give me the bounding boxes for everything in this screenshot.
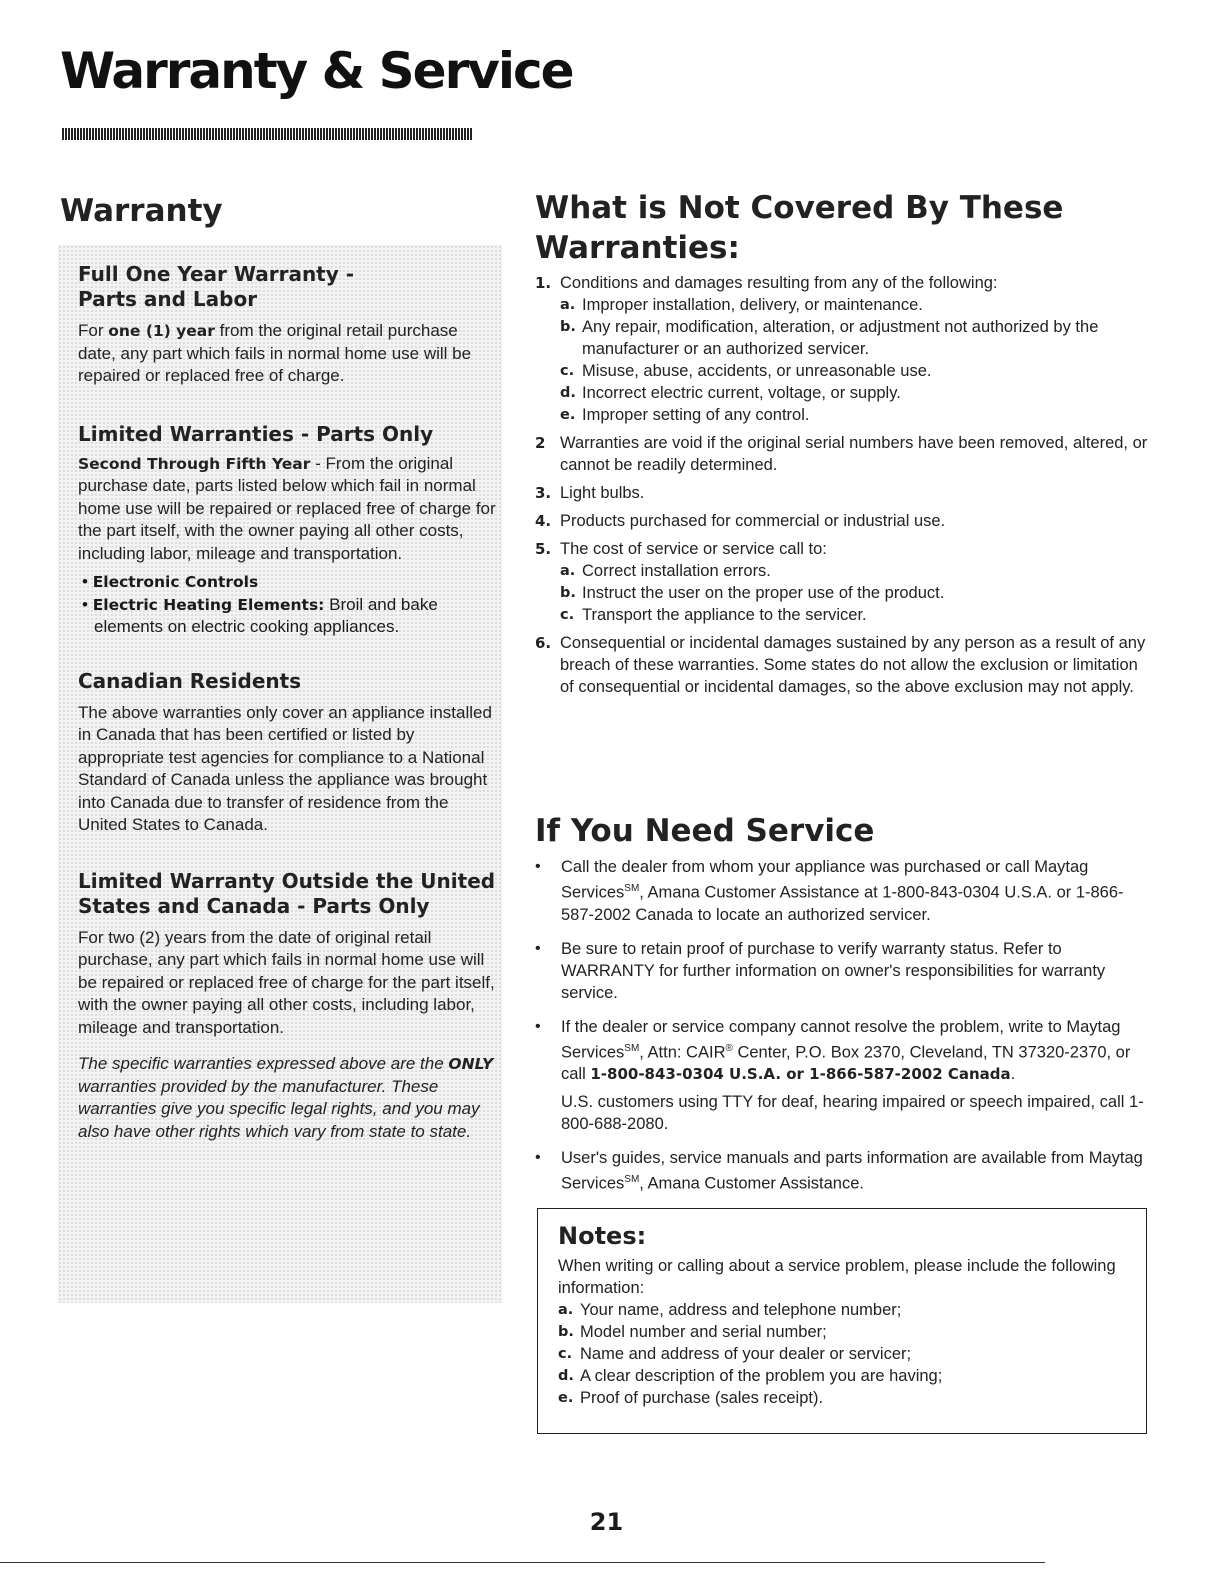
- note-text: Proof of purchase (sales receipt).: [580, 1389, 824, 1407]
- list-item: [558, 1365, 1130, 1387]
- list-item: • If the dealer or service company cannot resolve the problem, write to Maytag Services℠, Attn: CAIR® Center, P.O. Box 2370, Cleveland, TN 37320-2370, or call 1-800-843-0304 U.S.A. or 1-866-587-2002 Canada.: [535, 1017, 1131, 1083]
- note-letter: e.: [558, 1390, 574, 1406]
- item-text: Products purchased for commercial or industrial use.: [560, 512, 946, 530]
- list-item: [535, 272, 1150, 426]
- sub-text: Any repair, modification, alteration, or adjustment not authorized by the manufacturer or an authorized servicer.: [582, 318, 1099, 358]
- sub-letter: c.: [560, 607, 575, 623]
- sub-letter: c.: [560, 363, 575, 379]
- sub-text: Transport the appliance to the servicer.: [582, 606, 867, 624]
- sub-item: [560, 560, 1150, 582]
- limited-text: Second Through Fifth Year - From the original purchase date, parts listed below which fail in normal home use will be repaired or replaced free of charge for the part itself, with the owner paying all other costs, including labor, mileage and transportation.: [78, 453, 496, 563]
- sub-letter: b.: [560, 585, 576, 601]
- sub-text: Improper setting of any control.: [582, 406, 810, 424]
- note-letter: a.: [558, 1302, 574, 1318]
- item-number: 2: [535, 434, 546, 452]
- full-year-title: Full One Year Warranty - Parts and Labor: [78, 262, 355, 311]
- note-letter: c.: [558, 1346, 573, 1362]
- bullet-icon: •: [535, 1149, 541, 1166]
- sub-letter: a.: [560, 563, 576, 579]
- list-item: [535, 482, 1150, 504]
- list-item: [535, 510, 1150, 532]
- not-covered-section: [535, 188, 1150, 704]
- list-item: [535, 538, 1150, 626]
- page-number: 21: [589, 1508, 624, 1536]
- note-text: Model number and serial number;: [580, 1323, 827, 1341]
- sub-letter: e.: [560, 407, 576, 423]
- sub-item: [560, 316, 1150, 360]
- list-item: [535, 432, 1150, 476]
- outside-title: Limited Warranty Outside the United States and Canada - Parts Only: [78, 868, 496, 918]
- sub-item: [560, 360, 1150, 382]
- item-number: 5.: [535, 540, 552, 558]
- list-item: • User's guides, service manuals and parts information are available from Maytag Services℠, Amana Customer Assistance.: [535, 1149, 1143, 1193]
- bottom-rule: [0, 1562, 1045, 1563]
- notes-intro: When writing or calling about a service problem, please include the following information:: [558, 1257, 1116, 1297]
- note-letter: d.: [558, 1368, 574, 1384]
- warranty-heading: Warranty: [60, 193, 223, 229]
- item-number: 6.: [535, 634, 552, 652]
- bullet-icon: •: [535, 858, 541, 875]
- sub-text: Incorrect electric current, voltage, or supply.: [582, 384, 901, 402]
- warranty-content: [78, 262, 498, 1143]
- sub-item: [560, 582, 1150, 604]
- sub-letter: a.: [560, 297, 576, 313]
- list-item: [535, 632, 1150, 698]
- note-text: Your name, address and telephone number;: [580, 1301, 902, 1319]
- limited-title: Limited Warranties - Parts Only: [78, 421, 434, 446]
- item-text: Conditions and damages resulting from any of the following:: [560, 274, 998, 292]
- tty-note: U.S. customers using TTY for deaf, hearing impaired or speech impaired, call 1-800-688-2080.: [561, 1093, 1144, 1133]
- sub-item: [560, 382, 1150, 404]
- bullet-icon: •: [535, 939, 541, 957]
- list-item: [558, 1343, 1130, 1365]
- notes-list: [558, 1299, 1130, 1409]
- list-item: [558, 1387, 1130, 1409]
- canadian-text: The above warranties only cover an appliance installed in Canada that has been certified or listed by appropriate test agencies for compliance to a National Standard of Canada unless the appliance was brought into Canada due to transfer of residence from the United States to Canada.: [78, 702, 492, 834]
- page-title: Warranty & Service: [60, 42, 573, 100]
- sub-item: [560, 604, 1150, 626]
- canadian-title: Canadian Residents: [78, 668, 302, 693]
- note-text: Name and address of your dealer or servicer;: [580, 1345, 912, 1363]
- note-text: A clear description of the problem you are having;: [580, 1367, 943, 1385]
- sub-letter: b.: [560, 319, 576, 335]
- list-item: • Be sure to retain proof of purchase to verify warranty status. Refer to WARRANTY for further information on owner's responsibilities for warranty service.: [535, 939, 1106, 1002]
- sub-item: [560, 294, 1150, 316]
- item-number: 4.: [535, 512, 552, 530]
- list-item: [558, 1321, 1130, 1343]
- not-covered-heading: What is Not Covered By These Warranties:: [535, 190, 1064, 266]
- item-text: Light bulbs.: [560, 484, 645, 502]
- not-covered-list: [535, 272, 1150, 698]
- item-text: Consequential or incidental damages sustained by any person as a result of any breach of these warranties. Some states do not allow the exclusion or limitation of consequential or incidental damages, so the above exclusion may not apply.: [560, 634, 1146, 696]
- sub-text: Correct installation errors.: [582, 562, 771, 580]
- item-number: 3.: [535, 484, 552, 502]
- service-section: [535, 812, 1150, 1207]
- note-letter: b.: [558, 1324, 574, 1340]
- sub-item: [560, 404, 1150, 426]
- item-number: 1.: [535, 274, 552, 292]
- outside-text: For two (2) years from the date of original retail purchase, any part which fails in normal home use will be repaired or replaced free of charge for the part itself, with the owner paying all other costs, including labor, mileage and transportation.: [78, 927, 495, 1037]
- title-rule: [62, 128, 472, 140]
- item-text: Warranties are void if the original serial numbers have been removed, altered, or cannot be readily determined.: [560, 434, 1148, 474]
- service-heading: If You Need Service: [535, 813, 875, 849]
- bullet-icon: •: [535, 1017, 541, 1035]
- sub-text: Instruct the user on the proper use of the product.: [582, 584, 945, 602]
- list-item: [558, 1299, 1130, 1321]
- list-item: • Call the dealer from whom your appliance was purchased or call Maytag Services℠, Amana Customer Assistance at 1-800-843-0304 U.S.A. or 1-866-587-2002 Canada to locate an authorized servicer.: [535, 858, 1124, 924]
- limited-bullet-2: • Electric Heating Elements: Broil and bake elements on electric cooking appliances.: [82, 594, 438, 636]
- full-year-text: For one (1) year from the original retail purchase date, any part which fails in normal home use will be repaired or replaced free of charge.: [78, 321, 472, 385]
- warranty-heading-wrap: [60, 192, 500, 230]
- limited-bullet-1: • Electronic Controls: [82, 572, 259, 591]
- notes-heading: Notes:: [558, 1222, 647, 1250]
- warranty-footnote: The specific warranties expressed above are the ONLY warranties provided by the manufacturer. These warranties give you specific legal rights, and you may also have other rights which vary from state to state.: [78, 1054, 494, 1141]
- sub-letter: d.: [560, 385, 576, 401]
- item-text: The cost of service or service call to:: [560, 540, 827, 558]
- sub-text: Misuse, abuse, accidents, or unreasonable use.: [582, 362, 932, 380]
- service-list: [535, 856, 1150, 1195]
- notes-box: [537, 1208, 1147, 1434]
- sub-text: Improper installation, delivery, or maintenance.: [582, 296, 923, 314]
